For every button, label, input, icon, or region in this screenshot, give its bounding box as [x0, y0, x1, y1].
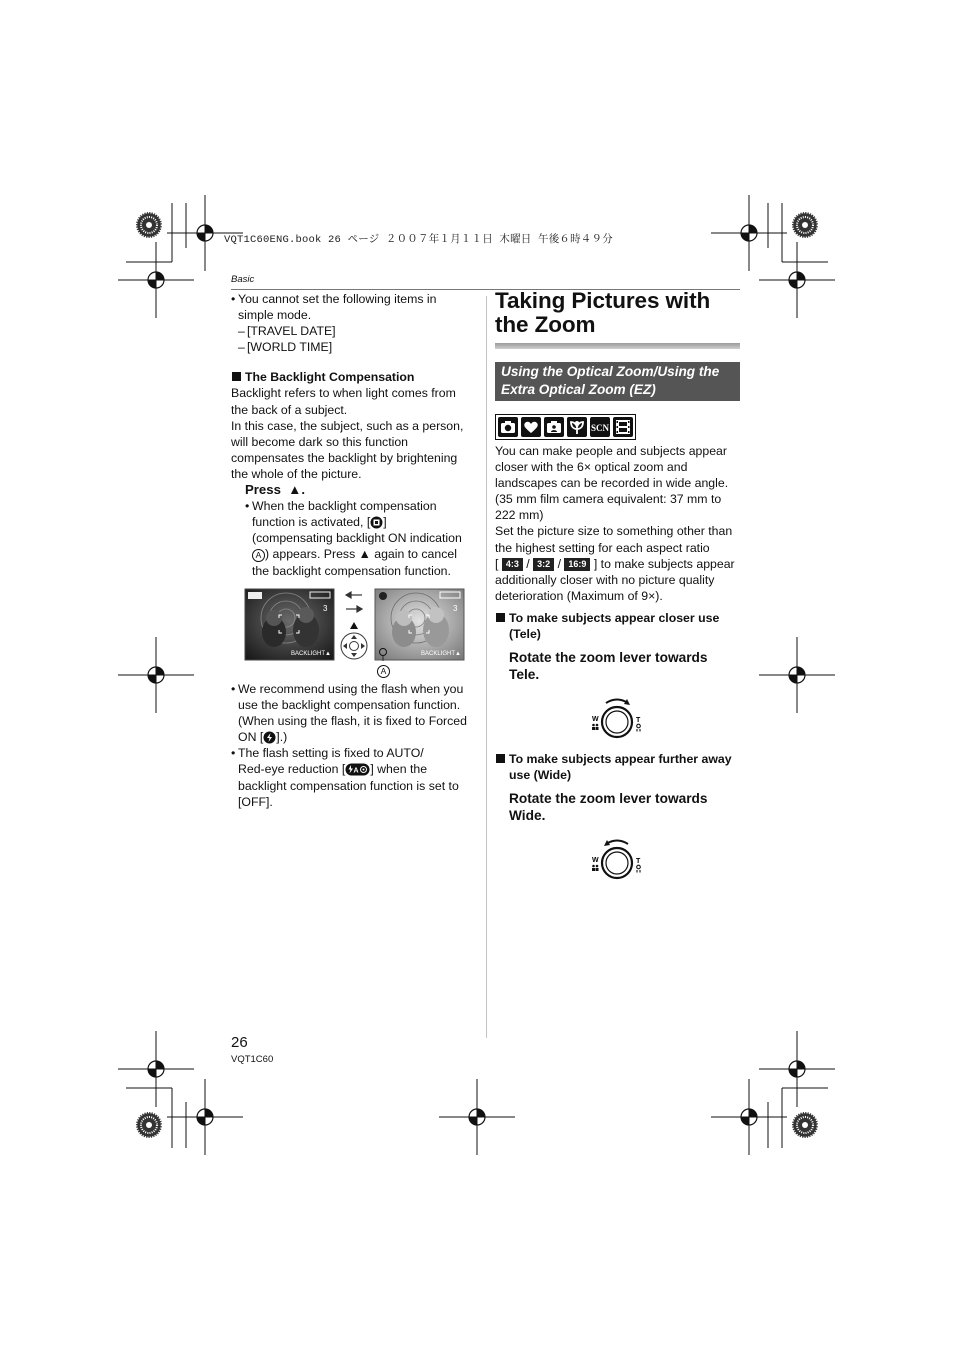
recommendation-line-4-end: ].) — [276, 730, 288, 745]
tele-instruction — [509, 649, 740, 683]
body-line-6: Set the picture size to something other than — [495, 524, 733, 539]
wide-instruction — [509, 790, 740, 824]
lcd-left-count: 3 — [323, 604, 328, 613]
press-label: Press — [245, 482, 281, 498]
zoom-description — [495, 443, 740, 604]
aspect-separator-2: / — [557, 556, 561, 571]
backlight-heading: The Backlight Compensation — [231, 369, 476, 385]
activation-line-4 — [252, 546, 476, 562]
body-line-4: (35 mm film camera equivalent: 37 mm to — [495, 492, 722, 507]
wide-heading-line-1: To make subjects appear further away — [509, 752, 732, 766]
activation-line-5: the backlight compensation function. — [252, 563, 451, 578]
body-line-3: landscapes can be recorded in wide angle. — [495, 476, 729, 491]
world-time-item: – [WORLD TIME] — [231, 339, 476, 355]
lcd-right-count: 3 — [453, 604, 458, 613]
indicator-a-marker: A — [252, 549, 265, 562]
scn-icon — [590, 417, 610, 437]
wide-instruction-line-1: Rotate the zoom lever towards — [509, 791, 708, 807]
page-number: 26 — [231, 1034, 248, 1051]
backlight-illustration — [244, 588, 466, 680]
column-divider — [486, 296, 487, 1038]
svg-text:A: A — [353, 767, 359, 775]
body-after-line-2: deterioration (Maximum of 9×). — [495, 588, 663, 603]
flower-macro-icon — [567, 417, 587, 437]
camera-icon — [498, 417, 518, 437]
lever-w-label-2: W — [592, 857, 599, 864]
flash-note-line-2 — [238, 761, 476, 777]
lcd-left-label: BACKLIGHT▲ — [291, 651, 331, 657]
tele-instruction-line-2: Tele. — [509, 667, 540, 683]
wide-people-icon — [592, 724, 599, 730]
simple-mode-note-line-1: • You cannot set the following items in — [238, 292, 437, 306]
cursor-pad-icon — [341, 633, 367, 659]
recommendation-line-3: (When using the flash, it is fixed to Forced — [238, 714, 467, 729]
aspect-3-2-icon: 3:2 — [533, 558, 554, 571]
tele-heading-line-1: To make subjects appear closer use — [509, 610, 720, 625]
activation-line-2-start: function is activated, [ — [252, 515, 371, 530]
print-info-line: VQT1C60ENG.book 26 ページ ２００７年１月１１日 木曜日 午後６時４９分 — [224, 234, 613, 246]
heart-icon — [521, 417, 541, 437]
title-line-2: the Zoom — [495, 312, 596, 337]
tele-heading — [495, 610, 740, 642]
subtitle-line-1: Using the Optical Zoom/Using the — [501, 364, 720, 379]
right-column — [495, 289, 740, 683]
recommendation-line-1: • We recommend using the flash when you — [238, 682, 464, 696]
flash-setting-note — [231, 745, 476, 809]
tele-person-icon — [637, 724, 641, 731]
body-line-2: closer with the 6× optical zoom and — [495, 460, 688, 475]
intro-line-6: the whole of the picture. — [231, 466, 362, 481]
travel-date-item: – [TRAVEL DATE] — [231, 323, 476, 339]
activation-line-3: (compensating backlight ON indication — [252, 531, 462, 546]
aspect-tail-text: ] to make subjects appear — [593, 556, 735, 571]
flash-note-line-2-start: Red-eye reduction [ — [238, 762, 346, 777]
activation-line-2 — [252, 514, 476, 530]
backlight-intro — [231, 385, 476, 482]
intro-line-3: In this case, the subject, such as a person, — [231, 418, 464, 433]
lcd-screen-backlight — [375, 589, 464, 660]
tele-instruction-line-1: Rotate the zoom lever towards — [509, 650, 708, 666]
aspect-separator-1: / — [526, 556, 530, 571]
press-instruction — [245, 482, 476, 498]
flash-note-line-2-end: ] when the — [370, 762, 428, 777]
page-title — [495, 289, 740, 337]
flash-note-line-1: • The flash setting is fixed to AUTO/ — [238, 746, 424, 761]
lever-t-label: T — [636, 717, 641, 724]
aspect-4-3-icon: 4:3 — [502, 558, 523, 571]
lcd-right-label: BACKLIGHT▲ — [421, 651, 461, 657]
wide-heading — [495, 751, 740, 783]
section-label: Basic — [231, 274, 255, 285]
backlight-icon — [370, 516, 383, 529]
scn-text: SCN — [590, 423, 610, 433]
flash-note-line-3: backlight compensation function is set to — [238, 778, 459, 793]
body-after-line-1: additionally closer with no picture quality — [495, 572, 715, 587]
aspect-open-bracket: [ — [495, 556, 499, 571]
flash-recommendation — [231, 681, 476, 745]
tele-heading-line-2: (Tele) — [509, 627, 541, 642]
recommendation-line-2: use the backlight compensation function. — [238, 698, 461, 713]
activation-line-1: • When the backlight compensation — [252, 499, 437, 514]
aspect-ratio-line — [495, 556, 740, 572]
title-rule — [495, 343, 740, 349]
wide-instruction-line-2: Wide. — [509, 808, 546, 824]
recommendation-line-4 — [238, 729, 476, 745]
intro-line-4: will become dark so this function — [231, 434, 409, 449]
lcd-diagram — [244, 588, 466, 680]
simple-mode-note — [231, 291, 476, 323]
toggle-arrows — [346, 592, 362, 629]
lever-w-label: W — [592, 716, 599, 723]
mode-icon-strip — [495, 414, 636, 440]
intro-line-1: Backlight refers to when light comes from — [231, 386, 456, 401]
zoom-lever-wide-diagram — [588, 835, 646, 883]
body-line-5: 222 mm) — [495, 508, 544, 523]
lever-t-label-2: T — [636, 858, 641, 865]
film-icon — [613, 417, 633, 437]
tele-person-icon-2 — [637, 865, 641, 872]
diagram-a-marker: A — [377, 665, 390, 678]
recommendation-line-4-start: ON [ — [238, 730, 264, 745]
activation-note — [245, 498, 476, 578]
up-arrow-label: ▲. — [288, 482, 305, 498]
forced-flash-icon — [263, 731, 276, 744]
wide-people-icon-2 — [592, 865, 599, 871]
flash-note-line-4: [OFF]. — [238, 794, 273, 809]
intro-line-2: the back of a subject. — [231, 402, 348, 417]
subtitle-box — [495, 362, 740, 401]
body-line-7: the highest setting for each aspect ratio — [495, 540, 710, 555]
intro-line-5: compensates the backlight by brightening — [231, 450, 458, 465]
lcd-screen-normal — [245, 589, 334, 660]
document-code: VQT1C60 — [231, 1054, 274, 1065]
wide-heading-line-2: use (Wide) — [509, 768, 572, 783]
left-column-notes — [231, 681, 476, 810]
zoom-lever-tele-diagram — [588, 694, 646, 742]
title-line-1: Taking Pictures with — [495, 288, 711, 313]
activation-line-4-end: again to cancel — [374, 547, 457, 562]
up-arrow-symbol: ▲ — [358, 547, 371, 562]
wide-section — [495, 751, 740, 824]
subtitle-line-2: Extra Optical Zoom (EZ) — [501, 382, 656, 397]
left-column — [231, 291, 476, 579]
aspect-16-9-icon: 16:9 — [564, 558, 590, 571]
body-line-1: You can make people and subjects appear — [495, 444, 727, 458]
activation-line-2-end: ] — [383, 515, 387, 530]
activation-line-4-mid: ) appears. Press — [265, 547, 356, 562]
camera-portrait-icon — [544, 417, 564, 437]
simple-mode-note-line-2: simple mode. — [238, 308, 312, 323]
auto-redeye-flash-icon — [345, 763, 370, 776]
